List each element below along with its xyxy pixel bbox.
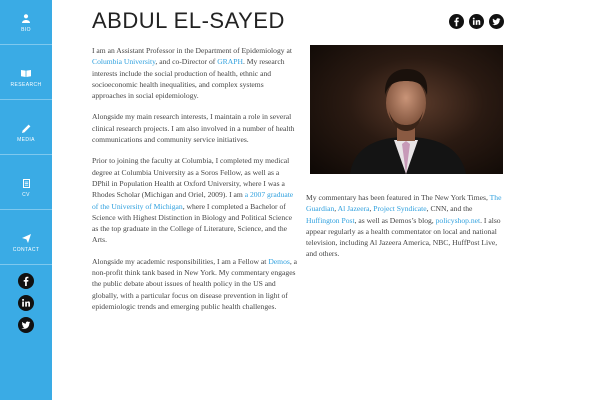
- project-syndicate-link[interactable]: Project Syndicate: [373, 204, 427, 214]
- portrait-illustration: [310, 45, 503, 174]
- bio-text-segment: , where I completed a Bachelor of Science with Highest Distinction in Biology and Political Science as the top graduate in the College of Literature, Science, and the Arts.: [92, 201, 292, 245]
- document-icon: [0, 179, 52, 189]
- nav-contact-label: CONTACT: [12, 247, 40, 253]
- media-text: [306, 192, 506, 260]
- michigan-graduate-link[interactable]: a 2007 graduate of the University of Michigan: [92, 190, 294, 211]
- graph-link[interactable]: GRAPH: [217, 57, 243, 67]
- facebook-icon: [18, 273, 34, 289]
- bio-paragraph-3: [92, 155, 297, 245]
- linkedin-icon: [18, 295, 34, 311]
- sidebar-linkedin-link[interactable]: [18, 295, 34, 311]
- sidebar: [0, 0, 52, 400]
- media-text-segment: . I also appear regularly as a health commentator on local and national television, including Al Jazeera America, NBC, HuffPost Live, and others.: [306, 215, 501, 259]
- policyshop-link[interactable]: policyshop.net: [435, 215, 481, 225]
- nav-media-label: MEDIA: [17, 137, 35, 143]
- media-text-segment: ,: [334, 204, 338, 214]
- bio-text-segment: , and co-Director of: [155, 57, 218, 67]
- nav-contact[interactable]: [0, 220, 52, 265]
- media-paragraph: [306, 192, 506, 260]
- bio-text-segment: I am an Assistant Professor in the Department of Epidemiology at: [92, 46, 292, 55]
- bio-paragraph-4: [92, 256, 297, 312]
- bio-paragraph-2: Alongside my main research interests, I maintain a role in several clinical research projects. I am also involved in a number of health communications and community service initiatives.: [92, 112, 295, 145]
- twitter-icon: [489, 14, 504, 29]
- media-text-segment: ,: [369, 204, 374, 214]
- al-jazeera-link[interactable]: Al Jazeera: [337, 204, 370, 214]
- pencil-icon: [0, 124, 52, 134]
- user-icon: [0, 14, 52, 24]
- nav-cv-label: CV: [22, 192, 30, 198]
- sidebar-twitter-link[interactable]: [18, 317, 34, 333]
- nav-media[interactable]: [0, 110, 52, 155]
- page-title: ABDUL EL-SAYED: [92, 8, 285, 33]
- header-twitter-link[interactable]: [489, 14, 504, 29]
- portrait-photo: [310, 45, 503, 174]
- bio-text-segment: Prior to joining the faculty at Columbia, I completed my medical degree at Columbia University as a Soros Fellow, as well as a DPhil in Population Health at Oxford University, where I was a Rhodes Scholar (Michigan and Oriel, 2009). I am: [92, 156, 290, 200]
- huffington-post-link[interactable]: Huffington Post: [306, 215, 355, 225]
- bio-paragraph-1: [92, 45, 297, 101]
- media-text-segment: My commentary has been featured in The New York Times,: [306, 193, 490, 202]
- guardian-link[interactable]: The Guardian: [306, 193, 502, 214]
- facebook-icon: [449, 14, 464, 29]
- send-icon: [0, 234, 52, 244]
- linkedin-icon: [469, 14, 484, 29]
- nav-bio[interactable]: [0, 0, 52, 45]
- header-facebook-link[interactable]: [449, 14, 464, 29]
- nav-cv[interactable]: [0, 165, 52, 210]
- nav-research[interactable]: [0, 55, 52, 100]
- sidebar-facebook-link[interactable]: [18, 273, 34, 289]
- columbia-university-link[interactable]: Columbia University: [92, 57, 156, 67]
- media-text-segment: , as well as Demos’s blog,: [354, 215, 436, 225]
- nav-research-label: RESEARCH: [10, 82, 42, 88]
- bio-text-segment: Alongside my academic responsibilities, I am a Fellow at: [92, 256, 269, 266]
- bio-text: [92, 45, 297, 322]
- header-linkedin-link[interactable]: [469, 14, 484, 29]
- twitter-icon: [18, 317, 34, 333]
- book-icon: [0, 69, 52, 79]
- media-text-segment: , CNN, and the: [426, 204, 473, 214]
- demos-link[interactable]: Demos: [268, 256, 290, 266]
- bio-text-segment: , a non-profit think tank based in New York. My commentary engages the public debate about issues of health policy in the US and globally, with a particular focus on disease prevention in light of epidemiologic trends and emerging public health challenges.: [92, 256, 297, 311]
- nav-bio-label: BIO: [21, 27, 31, 33]
- bio-text-segment: . My research interests include the social production of health, ethnic and socioeconomic health inequalities, and complex systems approaches in social epidemiology.: [92, 57, 285, 101]
